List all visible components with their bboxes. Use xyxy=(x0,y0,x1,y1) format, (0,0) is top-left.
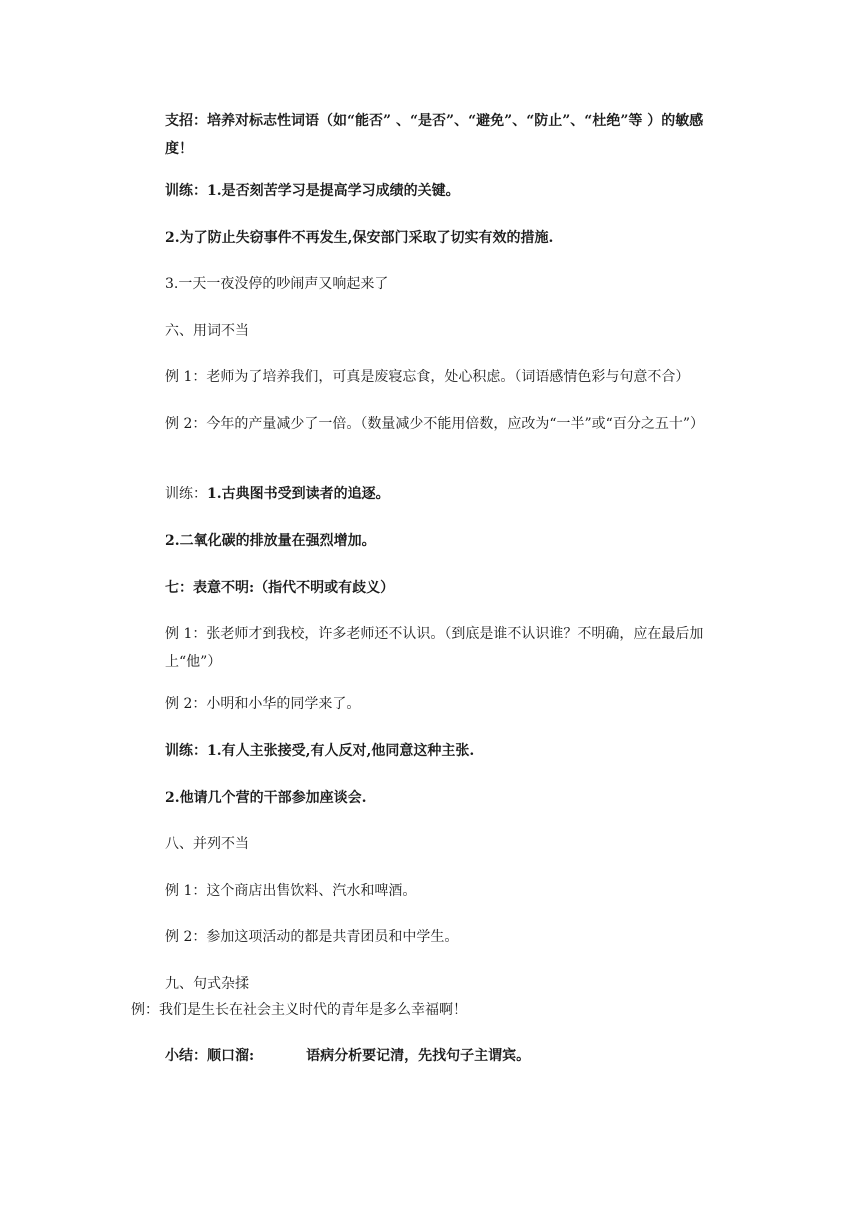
section-heading: 七：表意不明:（指代不明或有歧义） xyxy=(165,580,395,596)
example-line: 例 2：今年的产量减少了一倍。（数量减少不能用倍数，应改为“一半”或“百分之五十”） xyxy=(165,416,704,432)
practice-label: 训练： xyxy=(165,486,207,502)
section-heading: 六、用词不当 xyxy=(165,323,249,339)
example-line: 例 2：参加这项活动的都是共青团员和中学生。 xyxy=(165,929,459,945)
section-heading: 九、句式杂揉 xyxy=(165,976,249,992)
example-line: 例：我们是生长在社会主义时代的青年是多么幸福啊！ xyxy=(131,1002,467,1018)
practice-line: 2.二氧化碳的排放量在强烈增加。 xyxy=(165,533,376,549)
example-line: 例 2：小明和小华的同学来了。 xyxy=(165,696,361,712)
summary-line xyxy=(131,1042,731,1070)
practice-line: 3.一天一夜没停的吵闹声又响起来了 xyxy=(165,276,389,292)
example-line: 例 1：这个商店出售饮料、汽水和啤酒。 xyxy=(165,883,417,899)
practice-line: 2.他请几个营的干部参加座谈会. xyxy=(165,790,367,806)
practice-line: 训练：1.是否刻苦学习是提高学习成绩的关键。 xyxy=(165,183,460,199)
practice-line xyxy=(131,480,731,508)
summary-label: 小结：顺口溜: xyxy=(165,1048,255,1064)
practice-line: 训练：1.有人主张接受,有人反对,他同意这种主张. xyxy=(165,743,475,759)
example-line: 例 1：老师为了培养我们，可真是废寝忘食，处心积虑。（词语感情色彩与句意不合） xyxy=(165,369,690,385)
practice-line: 2.为了防止失窃事件不再发生,保安部门采取了切实有效的措施. xyxy=(165,230,554,246)
example-line: 例 1：张老师才到我校，许多老师还不认识。（到底是谁不认识谁？不明确，应在最后加上“他”） xyxy=(165,626,704,670)
summary-text: 语病分析要记清，先找句子主谓宾。 xyxy=(306,1048,531,1064)
practice-text: 1.古典图书受到读者的追逐。 xyxy=(207,486,390,502)
tip-paragraph: 支招：培养对标志性词语（如“能否” 、“是否”、“避免”、“防止”、“杜绝”等 ）的敏感度！ xyxy=(165,113,704,157)
section-heading: 八、并列不当 xyxy=(165,836,249,852)
